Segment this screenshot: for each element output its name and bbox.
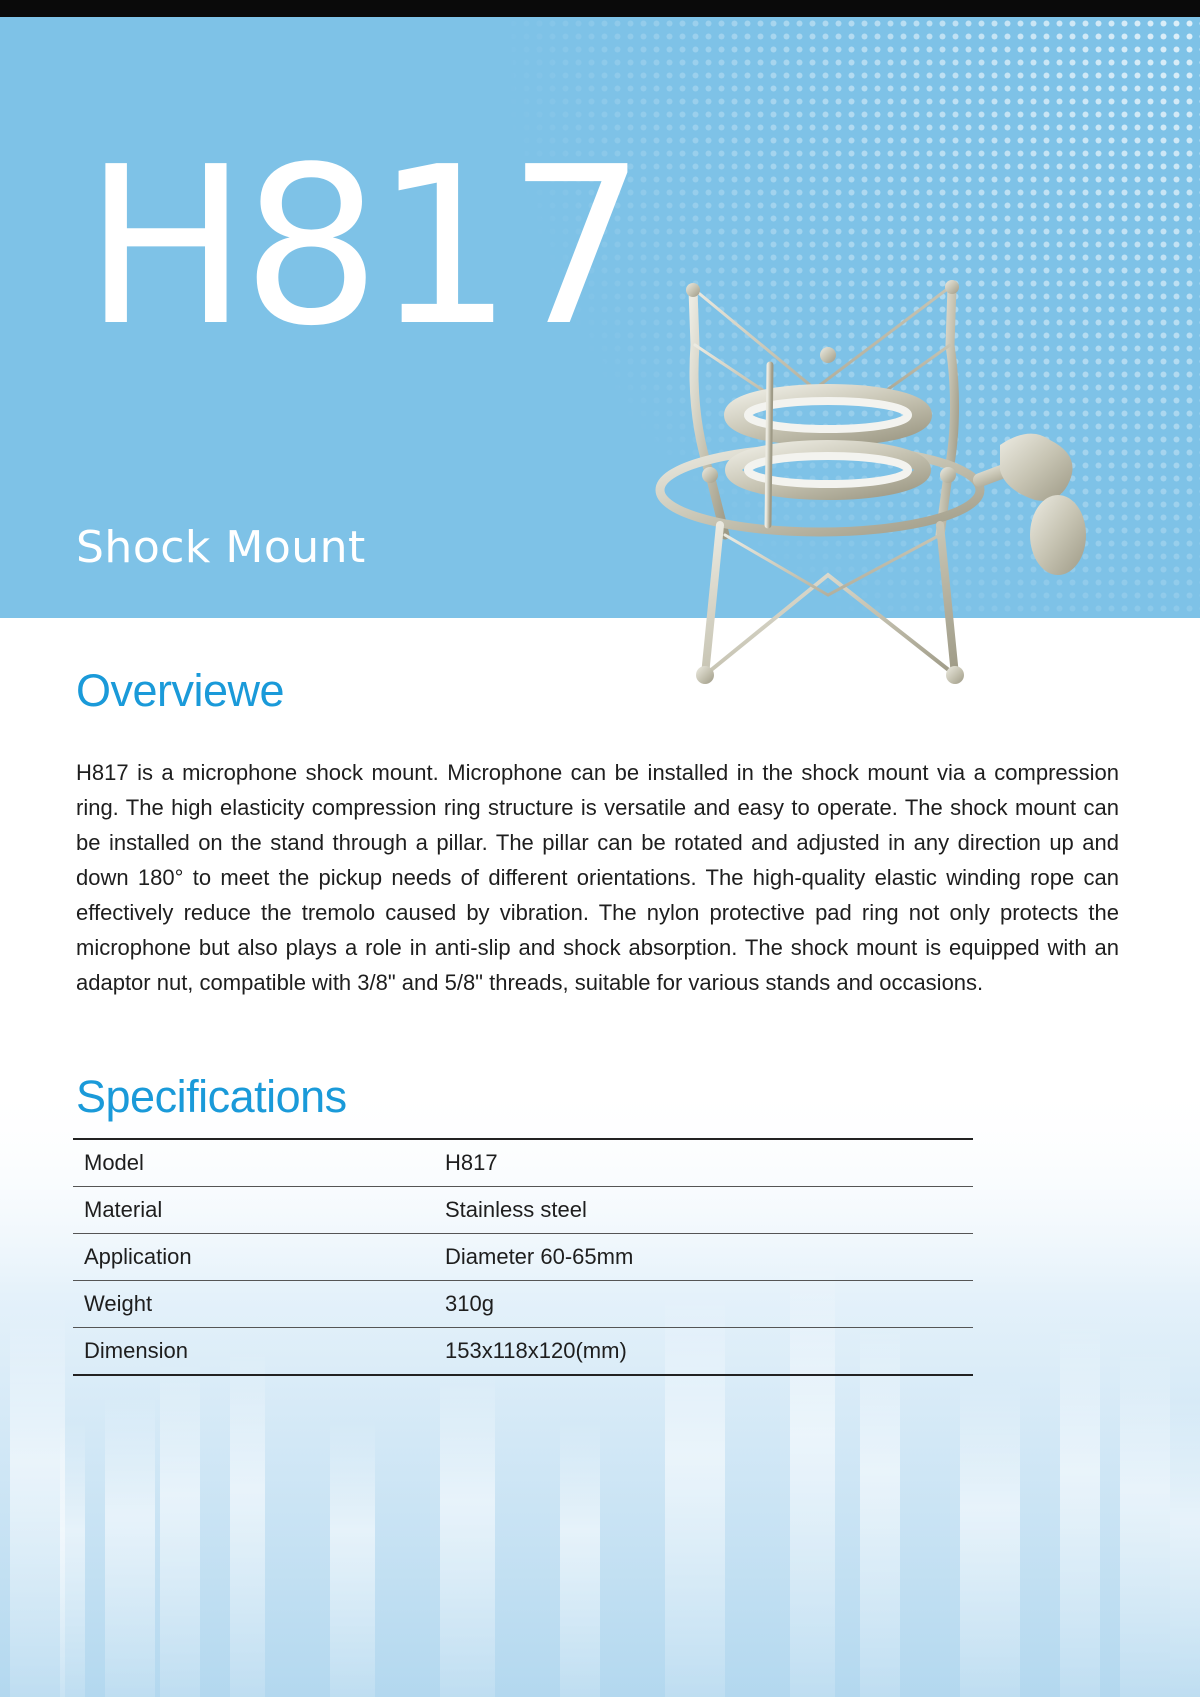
spec-row-dimension <box>73 1328 973 1376</box>
spec-value: Diameter 60-65mm <box>435 1234 973 1281</box>
spec-row-model <box>73 1139 973 1187</box>
overview-heading: Overviewe <box>76 665 285 716</box>
spec-label: Weight <box>73 1281 435 1328</box>
spec-label: Dimension <box>84 1338 188 1363</box>
spec-label: Material <box>73 1187 435 1234</box>
spec-row-application <box>73 1234 973 1281</box>
spec-label: Application <box>73 1234 435 1281</box>
specifications-table <box>73 1138 973 1376</box>
spec-value: 153x118x120(mm) <box>445 1338 627 1363</box>
spec-value: H817 <box>435 1139 973 1187</box>
specifications-heading: Specifications <box>76 1071 347 1122</box>
shock-mount-product-image <box>650 275 1150 705</box>
spec-label: Model <box>73 1139 435 1187</box>
spec-value: Stainless steel <box>435 1187 973 1234</box>
product-subtitle: Shock Mount <box>76 522 366 573</box>
spec-value: 310g <box>435 1281 973 1328</box>
overview-paragraph: H817 is a microphone shock mount. Microphone can be installed in the shock mount via a compression ring. The high elasticity compression ring structure is versatile and easy to operate. The shock mount can be installed on the stand through a pillar. The pillar can be rotated and adjusted in any direction up and down 180° to meet the pickup needs of different orientations. The high-quality elastic winding rope can effectively reduce the tremolo caused by vibration. The nylon protective pad ring not only protects the microphone but also plays a role in anti-slip and shock absorption. The shock mount is equipped with an adaptor nut, compatible with 3/8" and 5/8" threads, suitable for various stands and occasions. <box>76 760 1119 995</box>
spec-row-weight <box>73 1281 973 1328</box>
top-black-bar <box>0 0 1200 17</box>
model-title: H817 <box>84 121 641 374</box>
spec-row-material <box>73 1187 973 1234</box>
